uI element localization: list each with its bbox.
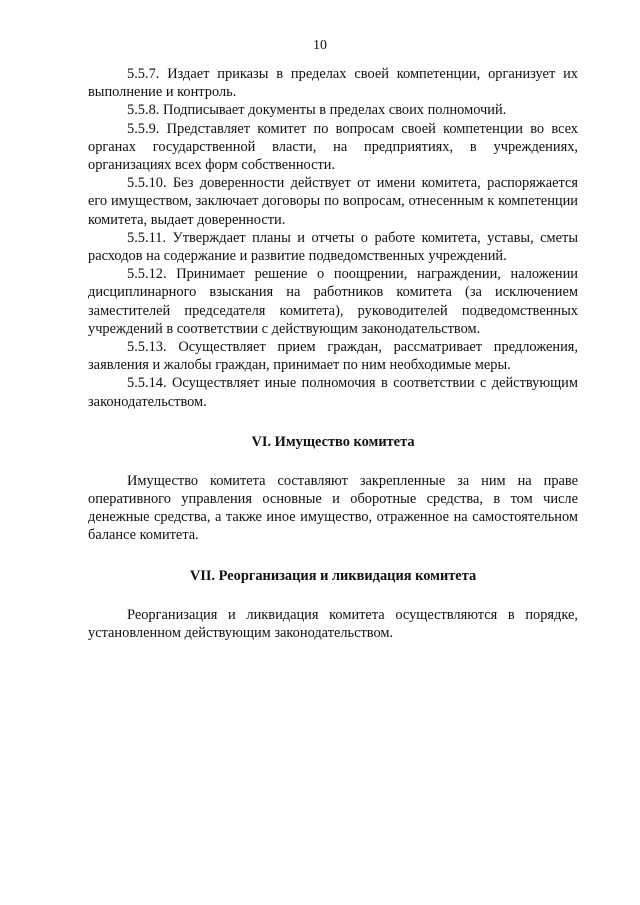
page-number: 10	[313, 38, 327, 53]
paragraph-5-5-14: 5.5.14. Осуществляет иные полномочия в соответствии с действующим законодательством.	[88, 375, 578, 410]
paragraph-5-5-12: 5.5.12. Принимает решение о поощрении, награждении, наложении дисциплинарного взыскания на работников комитета (за исключением заместителей председателя комитета), руководителей подведомственных учреждений в соответствии с действующим законодательством.	[88, 266, 578, 337]
paragraph-5-5-7: 5.5.7. Издает приказы в пределах своей компетенции, организует их выполнение и контроль.	[88, 66, 578, 101]
section-vii-heading: VII. Реорганизация и ликвидация комитета	[189, 567, 477, 584]
paragraph-5-5-13: 5.5.13. Осуществляет прием граждан, рассматривает предложения, заявления и жалобы граждан, принимает по ним необходимые меры.	[88, 339, 578, 374]
section-vii-paragraph: Реорганизация и ликвидация комитета осуществляются в порядке, установленном действующим законодательством.	[88, 606, 578, 641]
section-vi-heading: VI. Имущество комитета	[251, 433, 415, 450]
paragraph-5-5-10: 5.5.10. Без доверенности действует от имени комитета, распоряжается его имуществом, заключает договоры по вопросам, отнесенным к компетенции комитета, выдает доверенности.	[88, 175, 578, 228]
document-body	[88, 65, 578, 642]
section-vi-paragraph: Имущество комитета составляют закрепленные за ним на праве оперативного управления основные и оборотные средства, в том числе денежные средства, а также иное имущество, отраженное на самостоятельном балансе комитета.	[88, 472, 578, 544]
paragraph-5-5-11: 5.5.11. Утверждает планы и отчеты о работе комитета, уставы, сметы расходов на содержание и развитие подведомственных учреждений.	[88, 229, 578, 265]
paragraph-5-5-8: 5.5.8. Подписывает документы в пределах своих полномочий.	[127, 102, 507, 119]
paragraph-5-5-9: 5.5.9. Представляет комитет по вопросам своей компетенции во всех органах государственной власти, на предприятиях, в учреждениях, организациях всех форм собственности.	[88, 120, 578, 174]
